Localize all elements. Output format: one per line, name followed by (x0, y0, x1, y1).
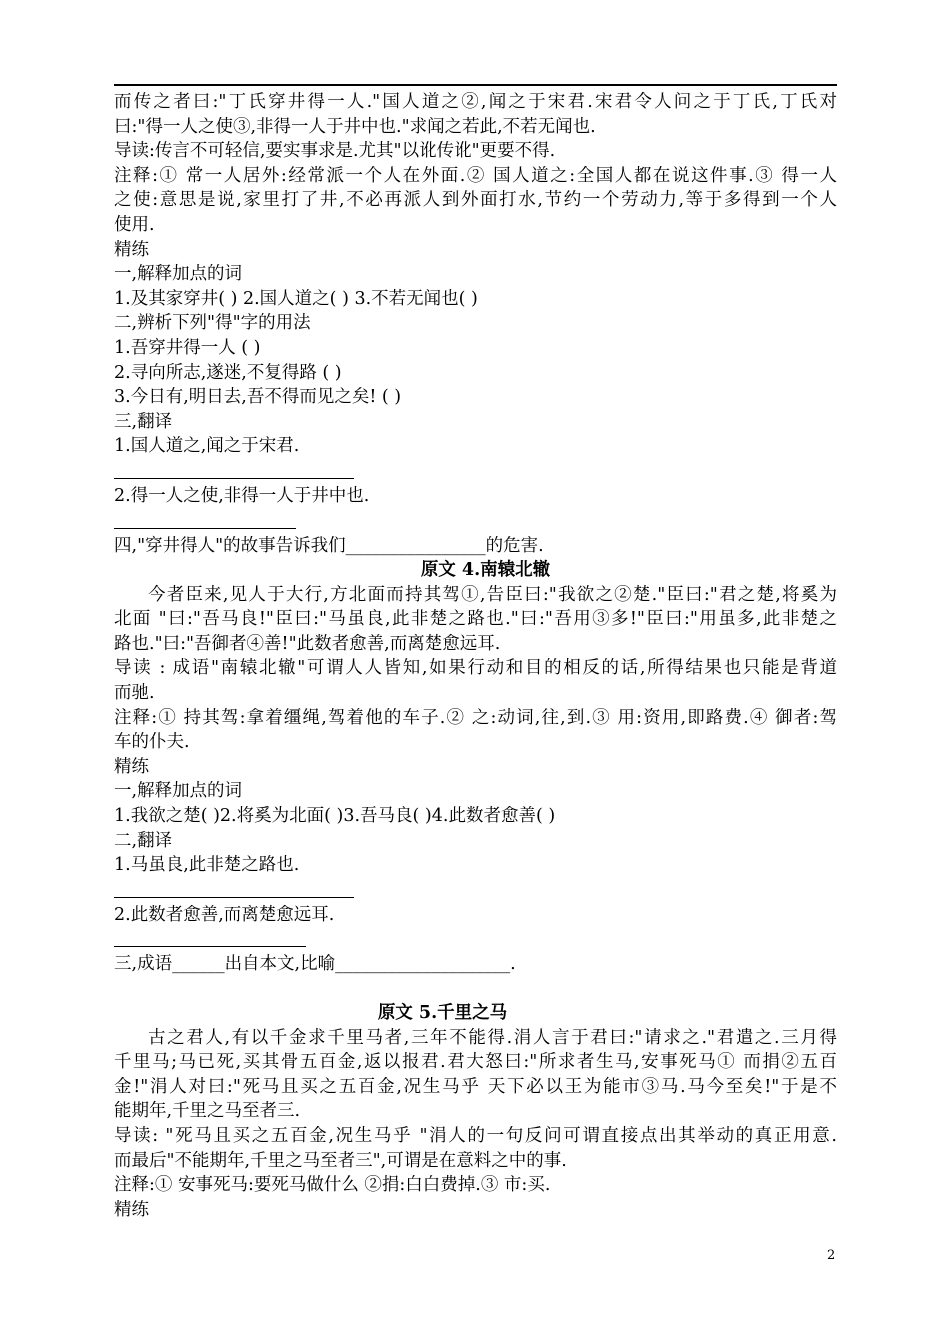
notes-line: 注释:① 安事死马:要死马做什么 ②捐:白白费掉.③ 市:买. (114, 1175, 551, 1196)
question-item: 1.吾穿井得一人 ( ) (114, 337, 261, 358)
story-line: 古之君人,有以千金求千里马者,三年不能得.涓人言于君曰:"请求之."君遣之.三月得 (148, 1027, 837, 1048)
answer-blank (114, 878, 354, 898)
question-heading: 二,辨析下列"得"字的用法 (114, 313, 311, 334)
notes-line: 之使:意思是说,家里打了井,不必再派人到外面打水,节约一个劳动力,等于多得到一个人 (114, 190, 837, 211)
header-rule (114, 84, 837, 86)
question-item: 三,成语______出自本文,比喻____________________. (114, 954, 516, 975)
answer-blank (114, 509, 296, 529)
question-item: 2.寻向所志,遂迷,不复得路 ( ) (114, 362, 342, 383)
question-item: 四,"穿井得人"的故事告诉我们________________的危害. (114, 535, 544, 556)
page-content (114, 90, 837, 1222)
story-line: 北面 "曰:"吾马良!"臣曰:"马虽良,此非楚之路也."曰:"吾用③多!"臣曰:"用虽多,此非楚之 (114, 609, 837, 630)
question-item: 3.今日有,明日去,吾不得而见之矣! ( ) (114, 387, 402, 408)
notes-line: 注释:① 持其驾:拿着缰绳,驾着他的车子.② 之:动词,往,到.③ 用:资用,即路费.④ 御者:驾 (114, 707, 837, 728)
guide-line: 导读 : 成语"南辕北辙"可谓人人皆知,如果行动和目的相反的话,所得结果也只能是背道 (114, 658, 837, 679)
question-item: 2.得一人之使,非得一人于井中也. (114, 485, 370, 506)
question-items: 1.及其家穿井( ) 2.国人道之( ) 3.不若无闻也( ) (114, 288, 478, 309)
question-heading: 二,翻译 (114, 830, 173, 851)
story-line: 千里马;马已死,买其骨五百金,返以报君.君大怒曰:"所求者生马,安事死马① 而捐②五百 (114, 1052, 837, 1073)
practice-label: 精练 (114, 239, 149, 260)
question-heading: 三,翻译 (114, 411, 173, 432)
practice-label: 精练 (114, 756, 149, 777)
section-title: 原文 5.千里之马 (377, 1003, 508, 1023)
guide-line: 导读: "死马且买之五百金,况生马乎 "涓人的一句反问可谓直接点出其举动的真正用意. (114, 1125, 837, 1146)
question-item: 1.马虽良,此非楚之路也. (114, 855, 300, 876)
story-line: 而传之者曰:"丁氏穿井得一人."国人道之②,闻之于宋君.宋君令人问之于丁氏,丁氏对 (114, 92, 837, 112)
question-heading: 一,解释加点的词 (114, 264, 243, 285)
story-line: 路也."曰:"吾御者④善!"此数者愈善,而离楚愈远耳. (114, 633, 501, 654)
notes-line: 注释:① 常一人居外:经常派一个人在外面.② 国人道之:全国人都在说这件事.③ 得一人 (114, 165, 837, 186)
question-item: 2.此数者愈善,而离楚愈远耳. (114, 904, 335, 925)
practice-label: 精练 (114, 1199, 149, 1220)
guide-line: 而最后"不能期年,千里之马至者三",可谓是在意料之中的事. (114, 1150, 567, 1171)
notes-line: 车的仆夫. (114, 732, 190, 753)
page-number: 2 (827, 1248, 836, 1263)
answer-blank (114, 459, 354, 479)
answer-blank (114, 927, 306, 947)
story-line: 金!"涓人对曰:"死马且买之五百金,况生马乎 天下必以王为能市③马.马今至矣!"于是不 (114, 1076, 837, 1097)
story-line: 能期年,千里之马至者三. (114, 1101, 301, 1122)
guide-line: 而驰. (114, 683, 155, 704)
section-title: 原文 4.南辕北辙 (420, 560, 551, 581)
guide-text: 导读:传言不可轻信,要实事求是.尤其"以讹传讹"更要不得. (114, 141, 556, 162)
question-item: 1.国人道之,闻之于宋君. (114, 436, 300, 457)
question-items: 1.我欲之楚( )2.将奚为北面( )3.吾马良( )4.此数者愈善( ) (114, 806, 556, 827)
question-heading: 一,解释加点的词 (114, 781, 243, 802)
notes-line: 使用. (114, 214, 155, 235)
story-line: 今者臣来,见人于大行,方北面而持其驾①,告臣曰:"我欲之②楚."臣曰:"君之楚,将奚为 (148, 584, 837, 605)
story-line: 曰:"得一人之使③,非得一人于井中也."求闻之若此,不若无闻也. (114, 116, 596, 137)
